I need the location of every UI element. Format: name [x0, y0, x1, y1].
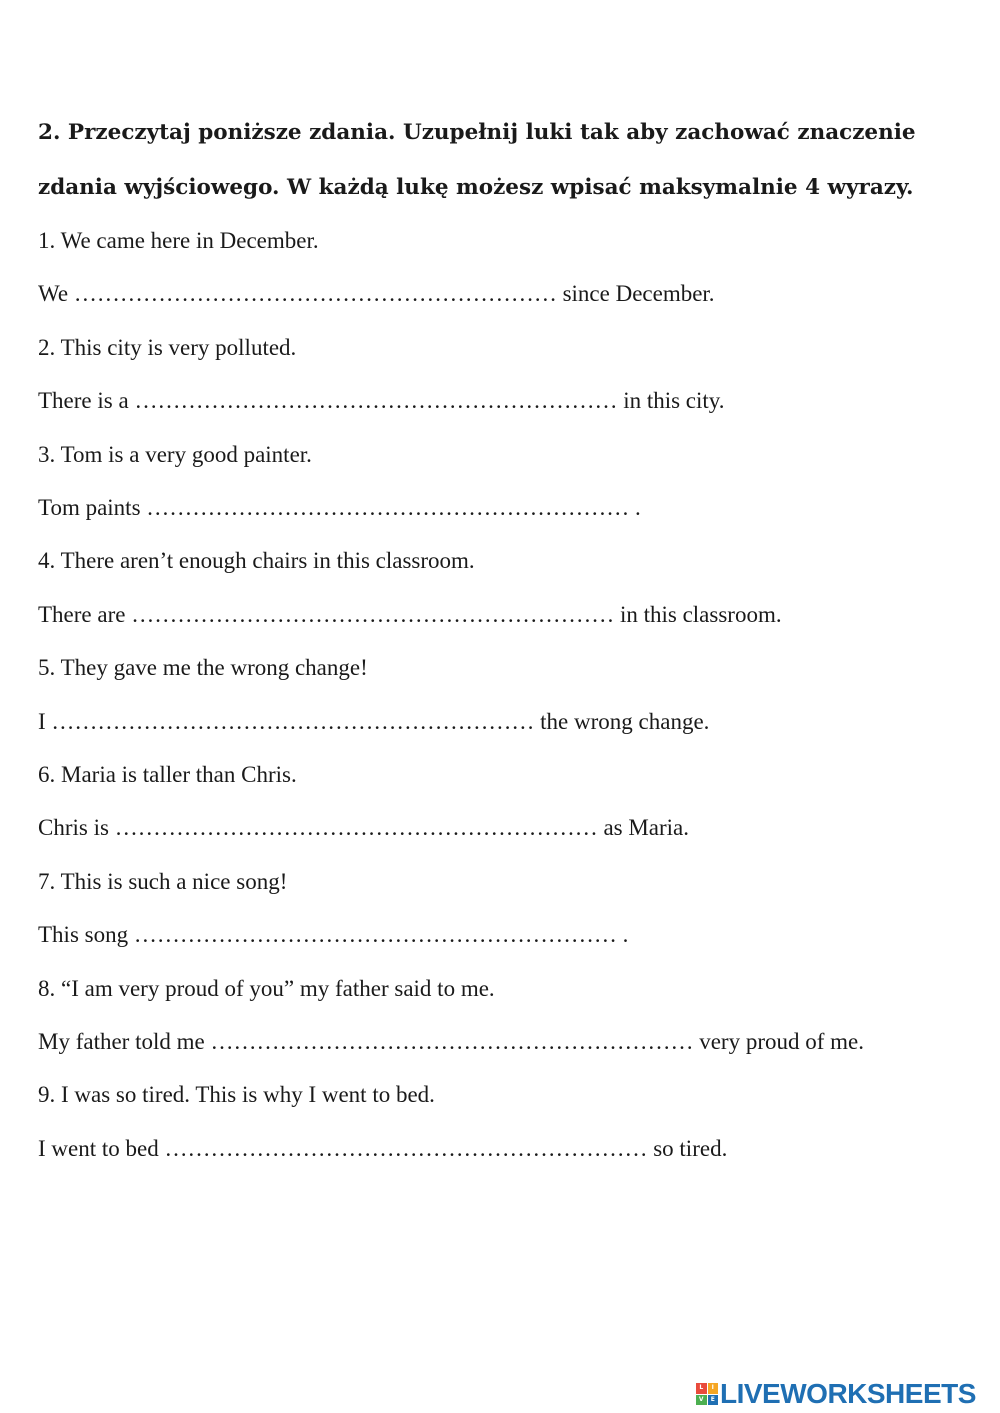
- answer-before-text: My father told me: [38, 1029, 205, 1054]
- answer-blank[interactable]: ………………………………………………………: [134, 388, 618, 414]
- answer-after-text: in this classroom.: [619, 601, 782, 627]
- answer-after-text: so tired.: [653, 1135, 728, 1161]
- answer-after-text: in this city.: [623, 388, 725, 414]
- sentence-prompt: 9. I was so tired. This is why I went to bed.: [38, 1082, 435, 1108]
- answer-line: [38, 923, 628, 946]
- sentence-prompt: 1. We came here in December.: [38, 228, 319, 253]
- answer-before-text: I: [38, 708, 46, 734]
- answer-before-text: We: [38, 281, 69, 307]
- logo-cell: V: [696, 1395, 707, 1406]
- liveworksheets-logo: [696, 1378, 976, 1410]
- answer-after-text: .: [622, 922, 629, 948]
- answer-line: [38, 389, 725, 412]
- answer-line: [38, 710, 709, 733]
- answer-line: [38, 816, 689, 839]
- answer-line: [38, 282, 715, 305]
- brand-text: LIVEWORKSHEETS: [720, 1378, 976, 1409]
- answer-before-text: There is a: [38, 388, 129, 414]
- logo-grid-icon: [696, 1383, 718, 1405]
- logo-cell: E: [708, 1395, 719, 1406]
- answer-before-text: I went to bed: [38, 1135, 159, 1161]
- answer-after-text: the wrong change.: [540, 708, 710, 734]
- sentence-prompt: 3. Tom is a very good painter.: [38, 441, 312, 467]
- answer-blank[interactable]: ………………………………………………………: [210, 1029, 694, 1054]
- logo-cell: I: [708, 1383, 719, 1394]
- answer-line: [38, 603, 782, 626]
- answer-blank[interactable]: ………………………………………………………: [114, 815, 598, 841]
- instruction-line-2: zdania wyjściowego. W każdą lukę możesz wpisać maksymalnie 4 wyrazy.: [38, 175, 914, 200]
- sentence-prompt: 7. This is such a nice song!: [38, 868, 288, 894]
- answer-before-text: Tom paints: [38, 495, 141, 520]
- answer-line: [38, 1030, 864, 1053]
- instruction-line-1: 2. Przeczytaj poniższe zdania. Uzupełnij luki tak aby zachować znaczenie: [38, 120, 916, 145]
- answer-before-text: There are: [38, 601, 126, 627]
- answer-line: [38, 496, 641, 519]
- answer-after-text: as Maria.: [603, 815, 690, 841]
- answer-after-text: since December.: [562, 281, 715, 307]
- sentence-prompt: 2. This city is very polluted.: [38, 334, 297, 360]
- sentence-prompt: 5. They gave me the wrong change!: [38, 655, 368, 681]
- answer-blank[interactable]: ………………………………………………………: [73, 281, 557, 307]
- answer-blank[interactable]: ………………………………………………………: [133, 922, 617, 948]
- answer-blank[interactable]: ………………………………………………………: [131, 601, 615, 627]
- answer-after-text: .: [635, 495, 641, 520]
- answer-before-text: This song: [38, 922, 129, 948]
- answer-blank[interactable]: ………………………………………………………: [146, 495, 630, 520]
- sentence-prompt: 8. “I am very proud of you” my father said to me.: [38, 975, 495, 1001]
- answer-after-text: very proud of me.: [699, 1029, 865, 1054]
- logo-cell: L: [696, 1383, 707, 1394]
- answer-blank[interactable]: ………………………………………………………: [164, 1135, 648, 1161]
- answer-line: [38, 1137, 727, 1160]
- answer-blank[interactable]: ………………………………………………………: [51, 708, 535, 734]
- sentence-prompt: 6. Maria is taller than Chris.: [38, 762, 297, 787]
- answer-before-text: Chris is: [38, 815, 109, 841]
- sentence-prompt: 4. There aren’t enough chairs in this classroom.: [38, 548, 475, 574]
